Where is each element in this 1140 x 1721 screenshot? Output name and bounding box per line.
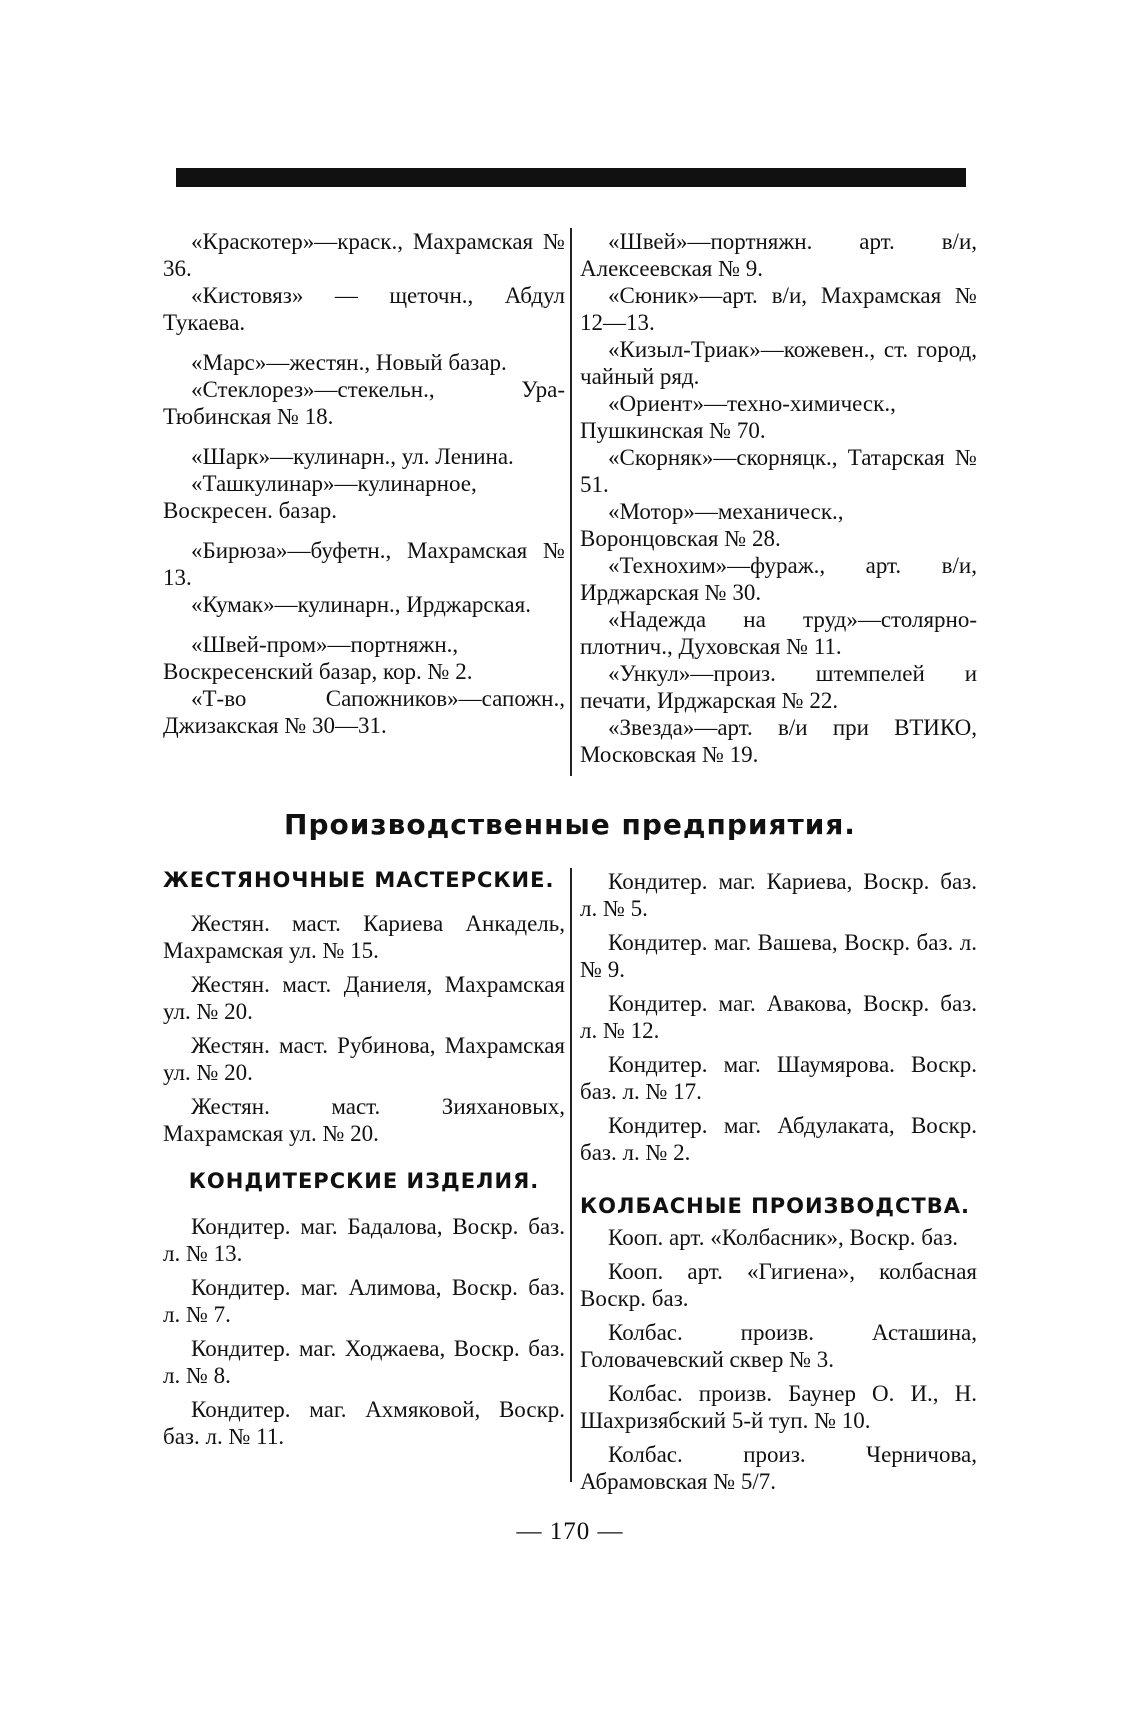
list-item: Кондитер. маг. Бадалова, Воскр. баз. л. № 13. [163,1214,565,1266]
list-item: Кооп. арт. «Колбасник», Воскр. баз. [608,1225,959,1250]
list-item: «Сюник»—арт. в/и, Махрамская № 12—13. [580,283,977,335]
list-item: Жестян. маст. Рубинова, Махрамская ул. № 20. [163,1033,565,1085]
list-item: Кондитер. маг. Абдулаката, Воскр. баз. л. № 2. [580,1113,977,1165]
list-item: Колбас. произ. Черничова, Абрамовская № 5/7. [580,1442,977,1494]
list-item: «Краскотер»—краск., Махрамская № 36. [163,229,565,281]
list-item: Жестян. маст. Кариева Анкадель, Махрамская ул. № 15. [163,911,565,963]
list-item: Кондитер. маг. Ходжаева, Воскр. баз. л. № 8. [163,1336,565,1388]
list-item: «Т-во Сапожников»—сапожн., Джизакская № 30—31. [163,686,565,738]
list-item: «Бирюза»—буфетн., Махрамская № 13. [163,538,565,590]
list-item: «Марс»—жестян., Новый базар. [191,350,507,375]
list-item: «Ункул»—произ. штемпелей и печати, Ирджарская № 22. [580,661,977,713]
list-item: Кондитер. маг. Вашева, Воскр. баз. л. № 9. [580,930,977,982]
list-item: Жестян. маст. Зияхановых, Махрамская ул. № 20. [163,1094,565,1146]
list-item: Кондитер. маг. Кариева, Воскр. баз. л. № 5. [580,869,977,921]
list-item: Кооп. арт. «Гигиена», колбасная Воскр. баз. [580,1259,977,1311]
list-item: «Скорняк»—скорняцк., Татарская № 51. [580,445,977,497]
tin-workshops-heading: ЖЕСТЯНОЧНЫЕ МАСТЕРСКИЕ. [163,868,555,892]
page-number: — 170 — [516,1518,624,1545]
list-item: Кондитер. маг. Ахмяковой, Воскр. баз. л. № 11. [163,1397,565,1449]
list-item: «Технохим»—фураж., арт. в/и, Ирджарская № 30. [580,553,977,605]
list-item: «Шарк»—кулинарн., ул. Ленина. [191,444,514,469]
list-item: Кондитер. маг. Шаумярова. Воскр. баз. л. № 17. [580,1052,977,1104]
list-item: Кондитер. маг. Алимова, Воскр. баз. л. № 7. [163,1275,565,1327]
list-item: Колбас. произв. Асташина, Головачевский сквер № 3. [580,1320,977,1372]
list-item: «Швей-пром»—портняжн., Воскресенский базар, кор. № 2. [163,632,473,684]
list-item: «Мотор»—механическ., Воронцовская № 28. [580,499,844,551]
list-item: «Звезда»—арт. в/и при ВТИКО, Московская № 19. [580,715,977,767]
column-divider [570,228,572,776]
top-rule [176,168,966,187]
bottom-right-column [580,868,977,1502]
top-list-left-column [163,228,565,739]
list-item: «Кистовяз» — щеточн., Абдул Тукаева. [163,283,565,335]
section-title: Производственные предприятия. [284,808,856,841]
list-item: «Надежда на труд»—столярно-плотнич., Духовская № 11. [580,607,977,659]
list-item: Жестян. маст. Даниеля, Махрамская ул. № 20. [163,972,565,1024]
confectionery-heading: КОНДИТЕРСКИЕ ИЗДЕЛИЯ. [188,1169,540,1193]
bottom-left-column [163,868,565,1457]
list-item: «Ташкулинар»—кулинарное, Воскресен. базар. [163,471,477,523]
top-list-right-column [580,228,977,768]
column-divider [570,868,572,1482]
list-item: «Стеклорез»—стекельн., Ура-Тюбинская № 18. [163,377,565,429]
list-item: Колбас. произв. Баунер О. И., Н. Шахризябский 5-й туп. № 10. [580,1381,977,1433]
sausage-heading: КОЛБАСНЫЕ ПРОИЗВОДСТВА. [580,1194,970,1218]
list-item: «Кумак»—кулинарн., Ирджарская. [191,592,531,617]
list-item: «Швей»—портняжн. арт. в/и, Алексеевская № 9. [580,229,977,281]
list-item: «Кизыл-Триак»—кожевен., ст. город, чайный ряд. [580,337,977,389]
list-item: Кондитер. маг. Авакова, Воскр. баз. л. № 12. [580,991,977,1043]
list-item: «Ориент»—техно-химическ., Пушкинская № 70. [580,391,896,443]
